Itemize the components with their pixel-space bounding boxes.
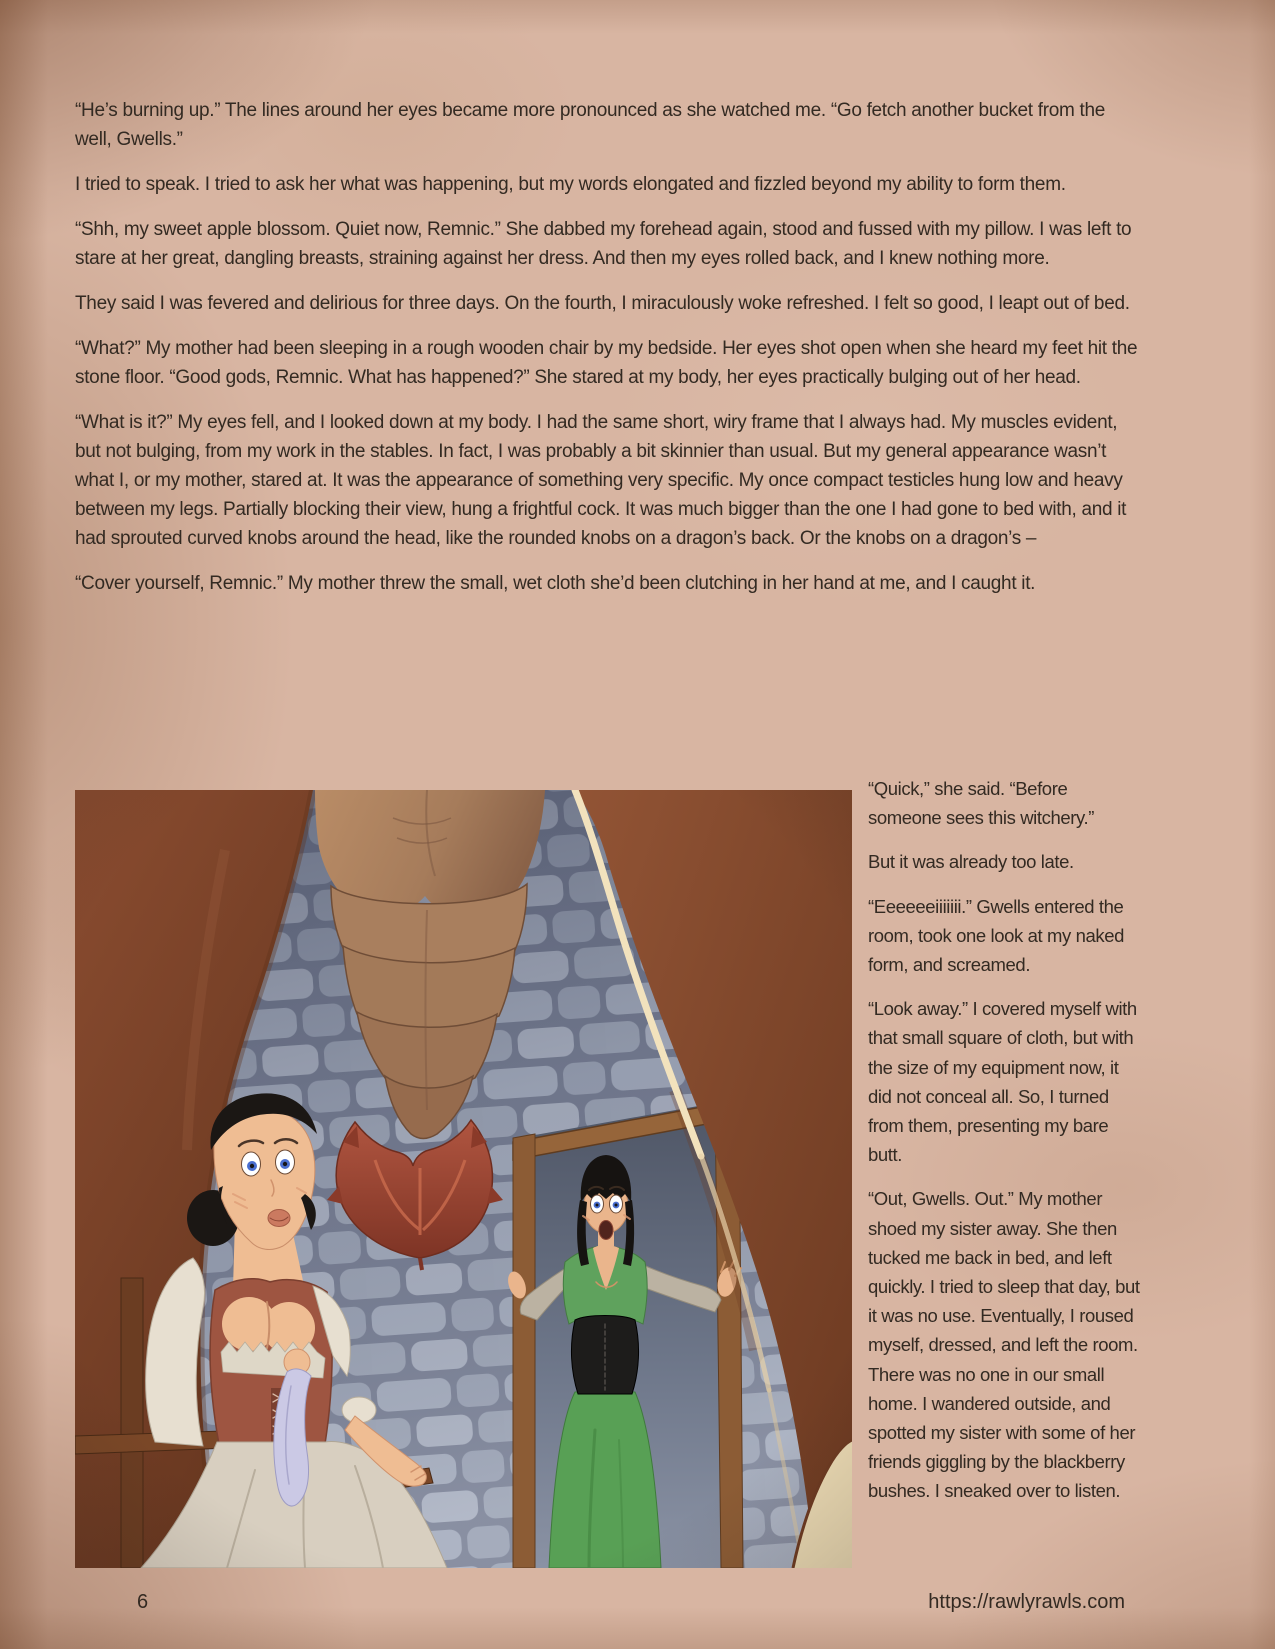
story-paragraph: They said I was fevered and delirious for three days. On the fourth, I miraculously woke refreshed. I felt so good, I leapt out of bed. bbox=[75, 293, 1130, 314]
story-text-top bbox=[75, 96, 1138, 614]
page-number: 6 bbox=[137, 1591, 149, 1613]
story-paragraph: “Out, Gwells. Out.” My mother shoed my sister away. She then tucked me back in bed, and left quickly. I tried to sleep that day, but it was no use. Eventually, I roused myself, dressed, and left the room. There was no one in our small home. I wandered outside, and spotted my sister with some of her friends giggling by the blackberry bushes. I sneaked over to listen. bbox=[868, 1188, 1140, 1502]
story-paragraph: “What is it?” My eyes fell, and I looked down at my body. I had the same short, wiry frame that I always had. My muscles evident, but not bulging, from my work in the stables. In fact, I was probably a bit skinnier than usual. But my general appearance wasn’t what I, or my mother, stared at. It was the appearance of something very specific. My once compact testicles hung low and heavy between my legs. Partially blocking their view, hung a frightful cock. It was much bigger than the one I had gone to bed with, and it had sprouted curved knobs around the head, like the rounded knobs on a dragon’s back. Or the knobs on a dragon’s – bbox=[75, 412, 1127, 549]
illustration-canvas bbox=[75, 790, 852, 1568]
story-paragraph: “Look away.” I covered myself with that small square of cloth, but with the size of my equipment now, it did not conceal all. So, I turned from them, presenting my bare butt. bbox=[868, 998, 1137, 1166]
story-paragraph: “Eeeeeeiiiiiii.” Gwells entered the room, took one look at my naked form, and screamed. bbox=[868, 895, 1124, 976]
story-paragraph: “He’s burning up.” The lines around her eyes became more pronounced as she watched me. “Go fetch another bucket from the well, Gwells.” bbox=[75, 100, 1106, 150]
story-paragraph: “Quick,” she said. “Before someone sees this witchery.” bbox=[868, 778, 1094, 829]
story-paragraph: “Cover yourself, Remnic.” My mother threw the small, wet cloth she’d been clutching in her hand at me, and I caught it. bbox=[75, 573, 1036, 594]
story-text-side bbox=[868, 774, 1144, 1521]
footer-url: https://rawlyrawls.com bbox=[928, 1591, 1125, 1613]
story-paragraph: “Shh, my sweet apple blossom. Quiet now, Remnic.” She dabbed my forehead again, stood and fussed with my pillow. I was left to stare at her great, dangling breasts, straining against her dress. And then my eyes rolled back, and I knew nothing more. bbox=[75, 219, 1132, 269]
vignette-overlay bbox=[75, 790, 852, 1568]
story-paragraph: But it was already too late. bbox=[868, 851, 1074, 873]
story-paragraph: I tried to speak. I tried to ask her what was happening, but my words elongated and fizzled beyond my ability to form them. bbox=[75, 174, 1066, 195]
story-paragraph: “What?” My mother had been sleeping in a rough wooden chair by my bedside. Her eyes shot open when she heard my feet hit the stone floor. “Good gods, Remnic. What has happened?” She stared at my body, her eyes practically bulging out of her head. bbox=[75, 338, 1138, 388]
story-illustration bbox=[75, 790, 852, 1568]
